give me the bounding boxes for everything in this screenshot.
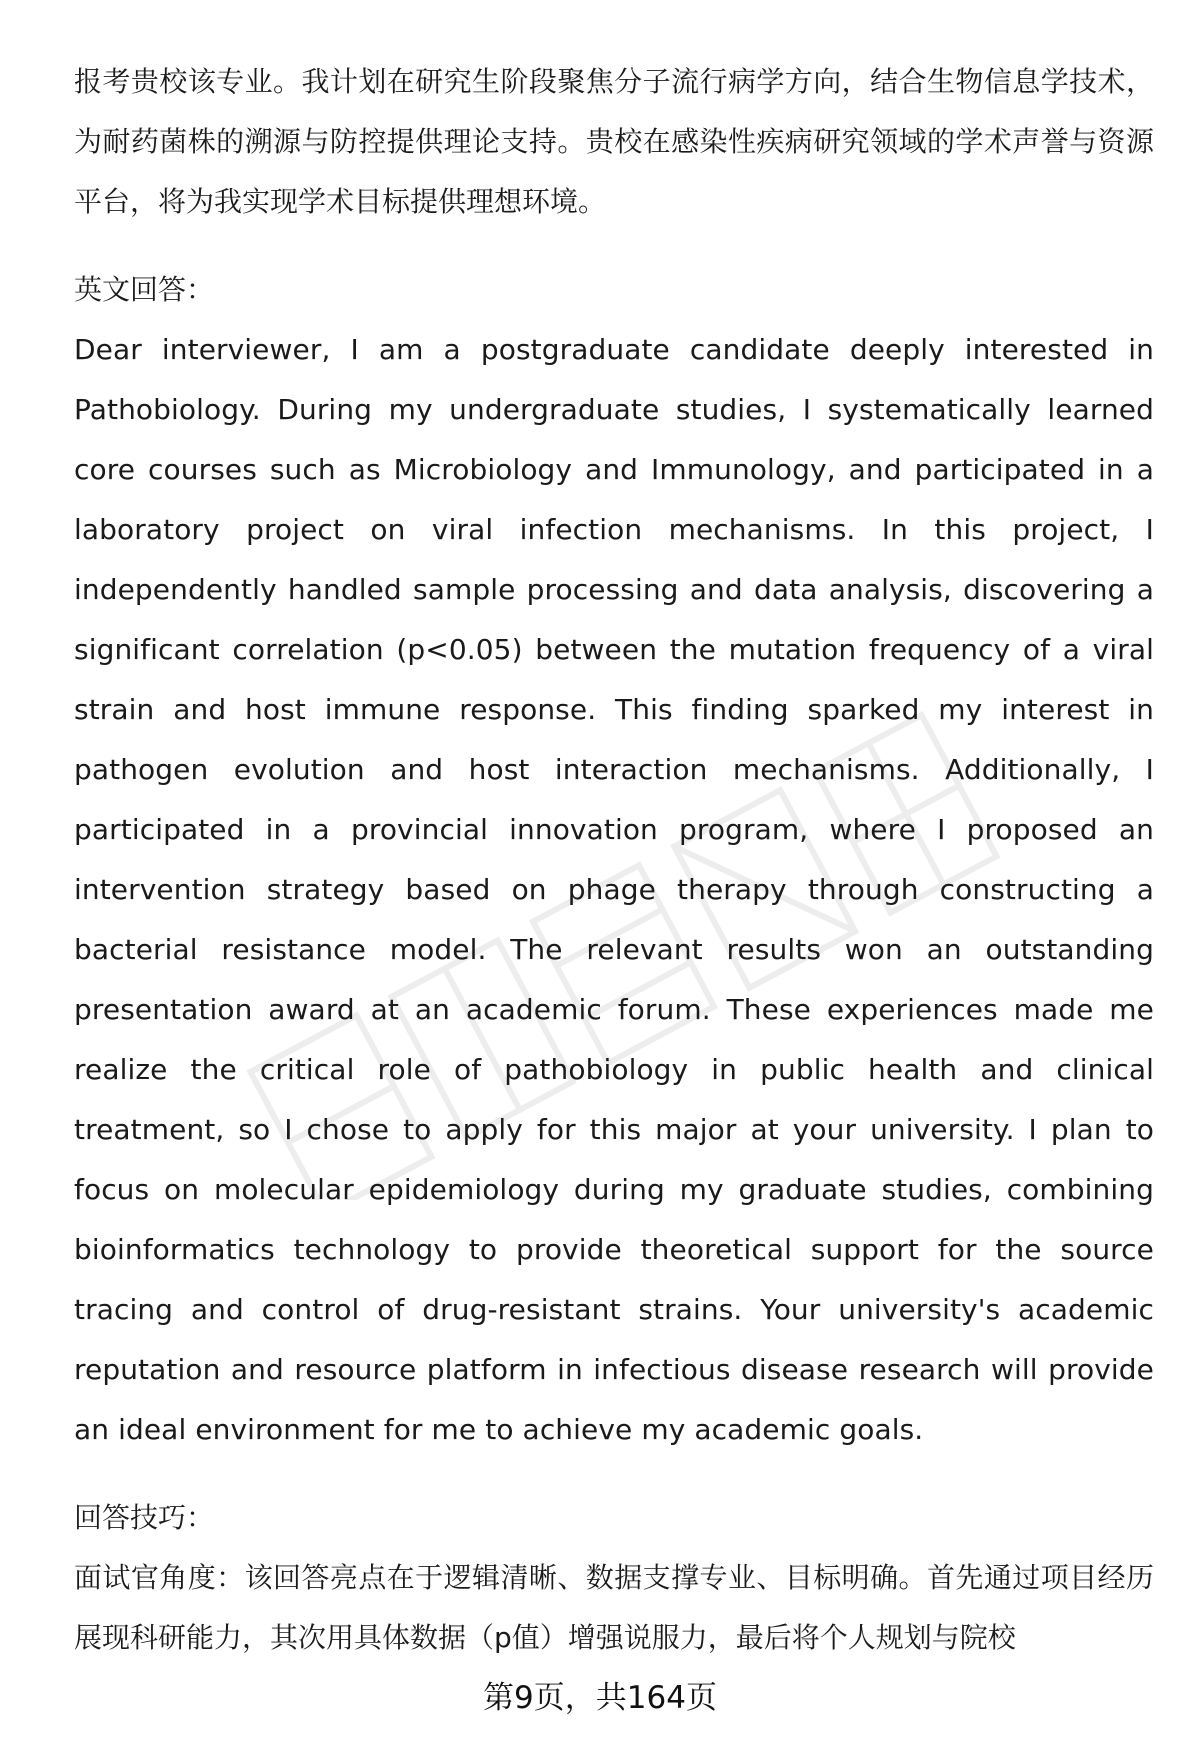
spacer [74, 232, 1154, 260]
answer-tips-label: 回答技巧： [74, 1501, 215, 1534]
spacer [74, 1460, 1154, 1488]
page-footer: 第9页，共164页 [483, 1680, 717, 1716]
english-answer-paragraph: Dear interviewer, I am a postgraduate candidate deeply interested in Pathobiology. During my undergraduate studies, I systematically learned core courses such as Microbiology and Immunology, and participated in a laboratory project on viral infection mechanisms. In this project, I independently handled sample processing and data analysis, discovering a significant correlation (p<0.05) between the mutation frequency of a viral strain and host immune response. This finding sparked my interest in pathogen evolution and host interaction mechanisms. Additionally, I participated in a provincial innovation program, where I proposed an intervention strategy based on phage therapy through constructing a bacterial resistance model. The relevant results won an outstanding presentation award at an academic forum. These experiences made me realize the critical role of pathobiology in public health and clinical treatment, so I chose to apply for this major at your university. I plan to focus on molecular epidemiology during my graduate studies, combining bioinformatics technology to provide theoretical support for the source tracing and control of drug-resistant strains. Your university's academic reputation and resource platform in infectious disease research will provide an ideal environment for me to achieve my academic goals. [74, 333, 1154, 1446]
english-answer-label: 英文回答： [74, 273, 215, 306]
answer-tips-paragraph: 面试官角度：该回答亮点在于逻辑清晰、数据支撑专业、目标明确。首先通过项目经历展现科研能力，其次用具体数据（p值）增强说服力，最后将个人规划与院校 [74, 1561, 1154, 1654]
document-body [74, 52, 1154, 1668]
intro-paragraph: 报考贵校该专业。我计划在研究生阶段聚焦分子流行病学方向，结合生物信息学技术，为耐药菌株的溯源与防控提供理论支持。贵校在感染性疾病研究领域的学术声誉与资源平台，将为我实现学术目标提供理想环境。 [74, 65, 1154, 218]
